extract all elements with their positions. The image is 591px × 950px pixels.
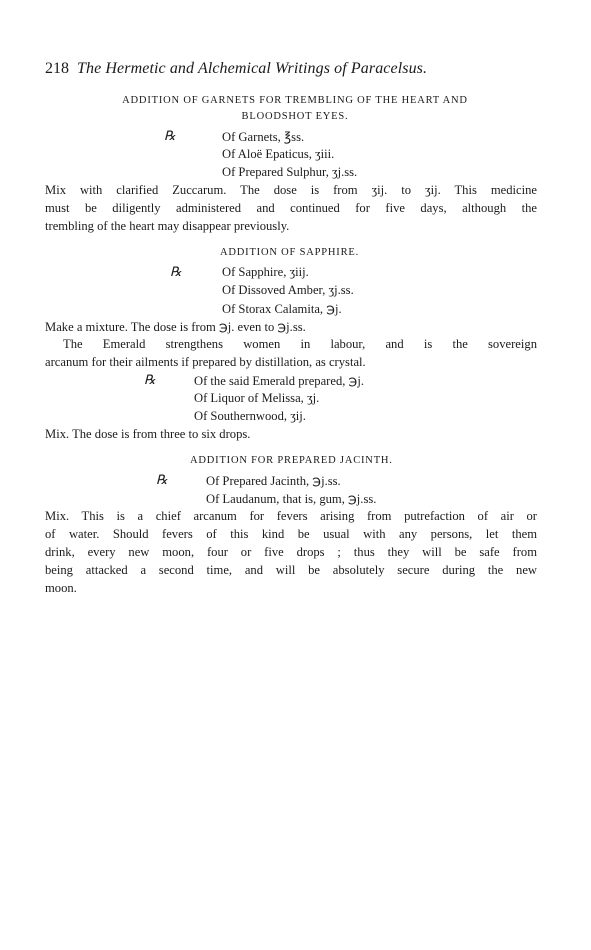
running-title: The Hermetic and Alchemical Writings of Paracelsus. xyxy=(77,60,428,77)
paragraph-line: Make a mixture. The dose is from ℈j. even to ℈j.ss. xyxy=(45,320,306,334)
paragraph-line: arcanum for their ailments if prepared by distillation, as crystal. xyxy=(45,355,366,369)
ingredient-line: Of Garnets, ℥ss. xyxy=(222,130,305,144)
paragraph-line: Mix. The dose is from three to six drops. xyxy=(45,427,251,441)
ingredient-line: Of Prepared Jacinth, ℈j.ss. xyxy=(206,474,341,488)
section-heading-jacinth: ADDITION FOR PREPARED JACINTH. xyxy=(190,455,393,466)
paragraph-line: moon. xyxy=(45,581,77,595)
recipe-symbol: ℞ xyxy=(170,264,182,279)
paragraph-line: trembling of the heart may disappear previously. xyxy=(45,219,290,233)
ingredient-line: Of Liquor of Melissa, ʒj. xyxy=(194,391,320,405)
section-heading-garnets: ADDITION OF GARNETS FOR TREMBLING OF THE HEART AND xyxy=(122,95,468,106)
page-number: 218 xyxy=(45,60,69,77)
ingredient-line: Of Sapphire, ʒiij. xyxy=(222,265,309,279)
ingredient-line: Of the said Emerald prepared, ℈j. xyxy=(194,374,364,388)
paragraph-line: drink, every new moon, four or five drops ; thus they will be safe from xyxy=(45,545,537,559)
paragraph-line: The Emerald strengthens women in labour, and is the sovereign xyxy=(63,337,537,351)
paragraph-line: being attacked a second time, and will be absolutely secure during the new xyxy=(45,563,537,577)
paragraph-line: must be diligently administered and continued for five days, although the xyxy=(45,201,537,215)
ingredient-line: Of Aloë Epaticus, ʒiii. xyxy=(222,147,335,161)
paragraph-line: Mix with clarified Zuccarum. The dose is from ʒij. to ʒij. This medicine xyxy=(45,183,537,197)
ingredient-line: Of Laudanum, that is, gum, ℈j.ss. xyxy=(206,492,377,506)
running-header xyxy=(45,60,525,78)
ingredient-line: Of Dissoved Amber, ʒj.ss. xyxy=(222,283,354,297)
recipe-symbol: ℞ xyxy=(144,372,156,387)
recipe-symbol: ℞ xyxy=(164,128,176,143)
section-heading-sapphire: ADDITION OF SAPPHIRE. xyxy=(220,247,360,258)
ingredient-line: Of Prepared Sulphur, ʒj.ss. xyxy=(222,165,358,179)
ingredient-line: Of Storax Calamita, ℈j. xyxy=(222,302,342,316)
paragraph-line: Mix. This is a chief arcanum for fevers arising from putrefaction of air or xyxy=(45,509,537,523)
section-heading-garnets-cont: BLOODSHOT EYES. xyxy=(241,111,349,122)
ingredient-line: Of Southernwood, ʒij. xyxy=(194,409,306,423)
recipe-symbol: ℞ xyxy=(156,472,168,487)
paragraph-line: of water. Should fevers of this kind be usual with any persons, let them xyxy=(45,527,537,541)
